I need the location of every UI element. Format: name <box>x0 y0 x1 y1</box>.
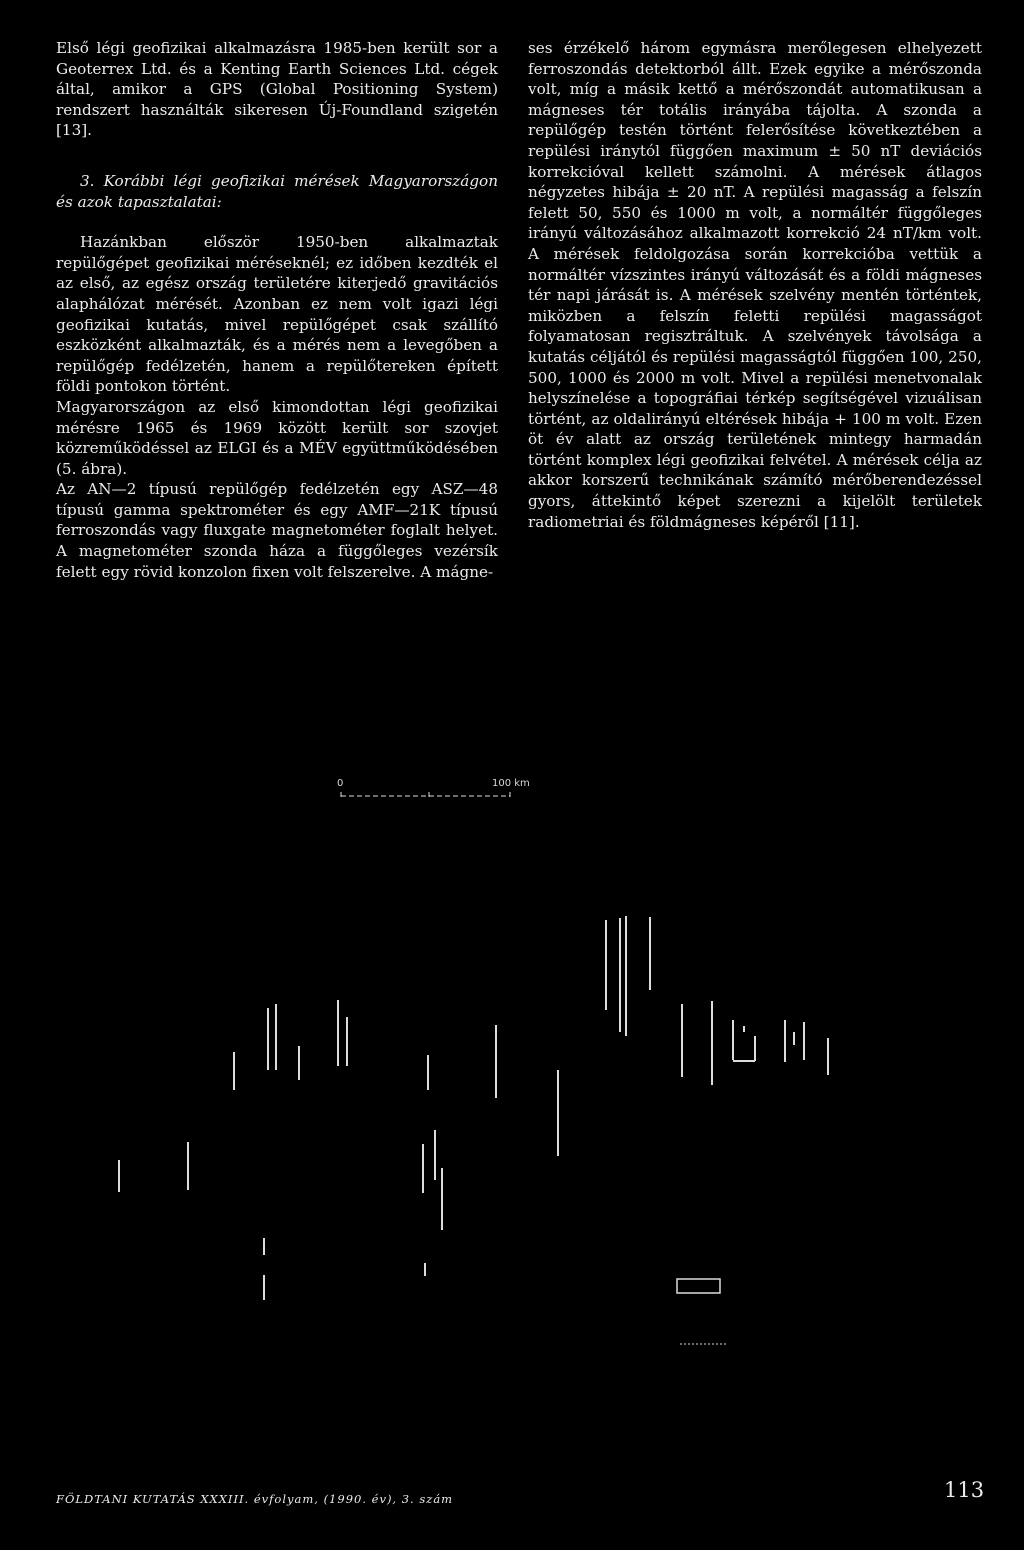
left-column <box>56 38 498 582</box>
map-box <box>677 1279 720 1293</box>
right-column <box>528 38 982 532</box>
paragraph: ses érzékelő három egymásra merőlegesen elhelyezett ferroszondás detektorból állt. Ezek egyike a mérőszonda volt, míg a másik kettő a mérőszondát automatikusan a mágneses tér totális irányába tájolta. A szonda a repülőgép testén történt felerősítése következtében a repülési iránytól függően maximum ± 50 nT deviációs korrekcióval kellett számolni. A mérések átlagos négyzetes hibája ± 20 nT. A repülési magasság a felszín felett 50, 550 és 1000 m volt, a normáltér függőleges irányú változásához alkalmazott korrekció 24 nT/km volt. A mérések feldolgozása során korrekcióba vettük a normáltér vízszintes irányú változását és a földi mágneses tér napi járását is. A mérések szelvény mentén történtek, miközben a felszín feletti repülési magasságot folyamatosan regisztráltuk. A szelvények távolsága a kutatás céljától és repülési magasságtól függően 100, 250, 500, 1000 és 2000 m volt. Mivel a repülési menetvonalak helyszínelése a topográfiai térkép segítségével vizuálisan történt, az oldalirányú eltérések hibája + 100 m volt. Ezen öt év alatt az ország területének mintegy harmadán történt komplex légi geofizikai felvétel. A mérések célja az akkor korszerű technikának számító mérőberendezéssel gyors, áttekintő képet szerezni a kijelölt területek radiometriai és földmágneses képéről [11]. <box>528 39 982 531</box>
paragraph: Első légi geofizikai alkalmazásra 1985-ben került sor a Geoterrex Ltd. és a Kenting Earth Sciences Ltd. cégek által, amikor a GPS (Global Positioning System) rendszert használták sikeresen Új-Foundland szigetén [13]. <box>56 39 498 140</box>
survey-map-figure <box>100 770 900 1370</box>
survey-lines-map <box>100 770 900 1370</box>
paragraph: Az AN—2 típusú repülőgép fedélzetén egy ASZ—48 típusú gamma spektrométer és egy AMF—21K típusú ferroszondás vagy fluxgate magnetométer foglalt helyet. A magnetométer szonda háza a függőleges vezérsík felett egy rövid konzolon fixen volt felszerelve. A mágne- <box>56 480 498 581</box>
paragraph: Magyarországon az első kimondottan légi geofizikai mérésre 1965 és 1969 között került sor szovjet közreműködéssel az ELGI és a MÉV együttműködésében (5. ábra). <box>56 397 498 478</box>
journal-footer: FÖLDTANI KUTATÁS XXXIII. évfolyam, (1990. év), 3. szám <box>56 1492 454 1506</box>
scale-end-label: 100 km <box>492 778 530 789</box>
paragraph: Hazánkban először 1950-ben alkalmaztak repülőgépet geofizikai méréseknél; ez időben kezdték el az első, az egész ország területére kiterjedő gravitációs alaphálózat mérését. Azonban ez nem volt igazi légi geofizikai kutatás, mivel repülőgépet csak szállító eszközként alkalmazták, és a mérés nem a levegőben a repülőgép fedélzetén, hanem a repülőtereken épített földi pontokon történt. <box>56 233 498 396</box>
page-number: 113 <box>944 1478 985 1502</box>
scale-start-label: 0 <box>337 778 344 789</box>
section-heading: 3. Korábbi légi geofizikai mérések Magyarországon és azok tapasztalatai: <box>56 171 498 211</box>
